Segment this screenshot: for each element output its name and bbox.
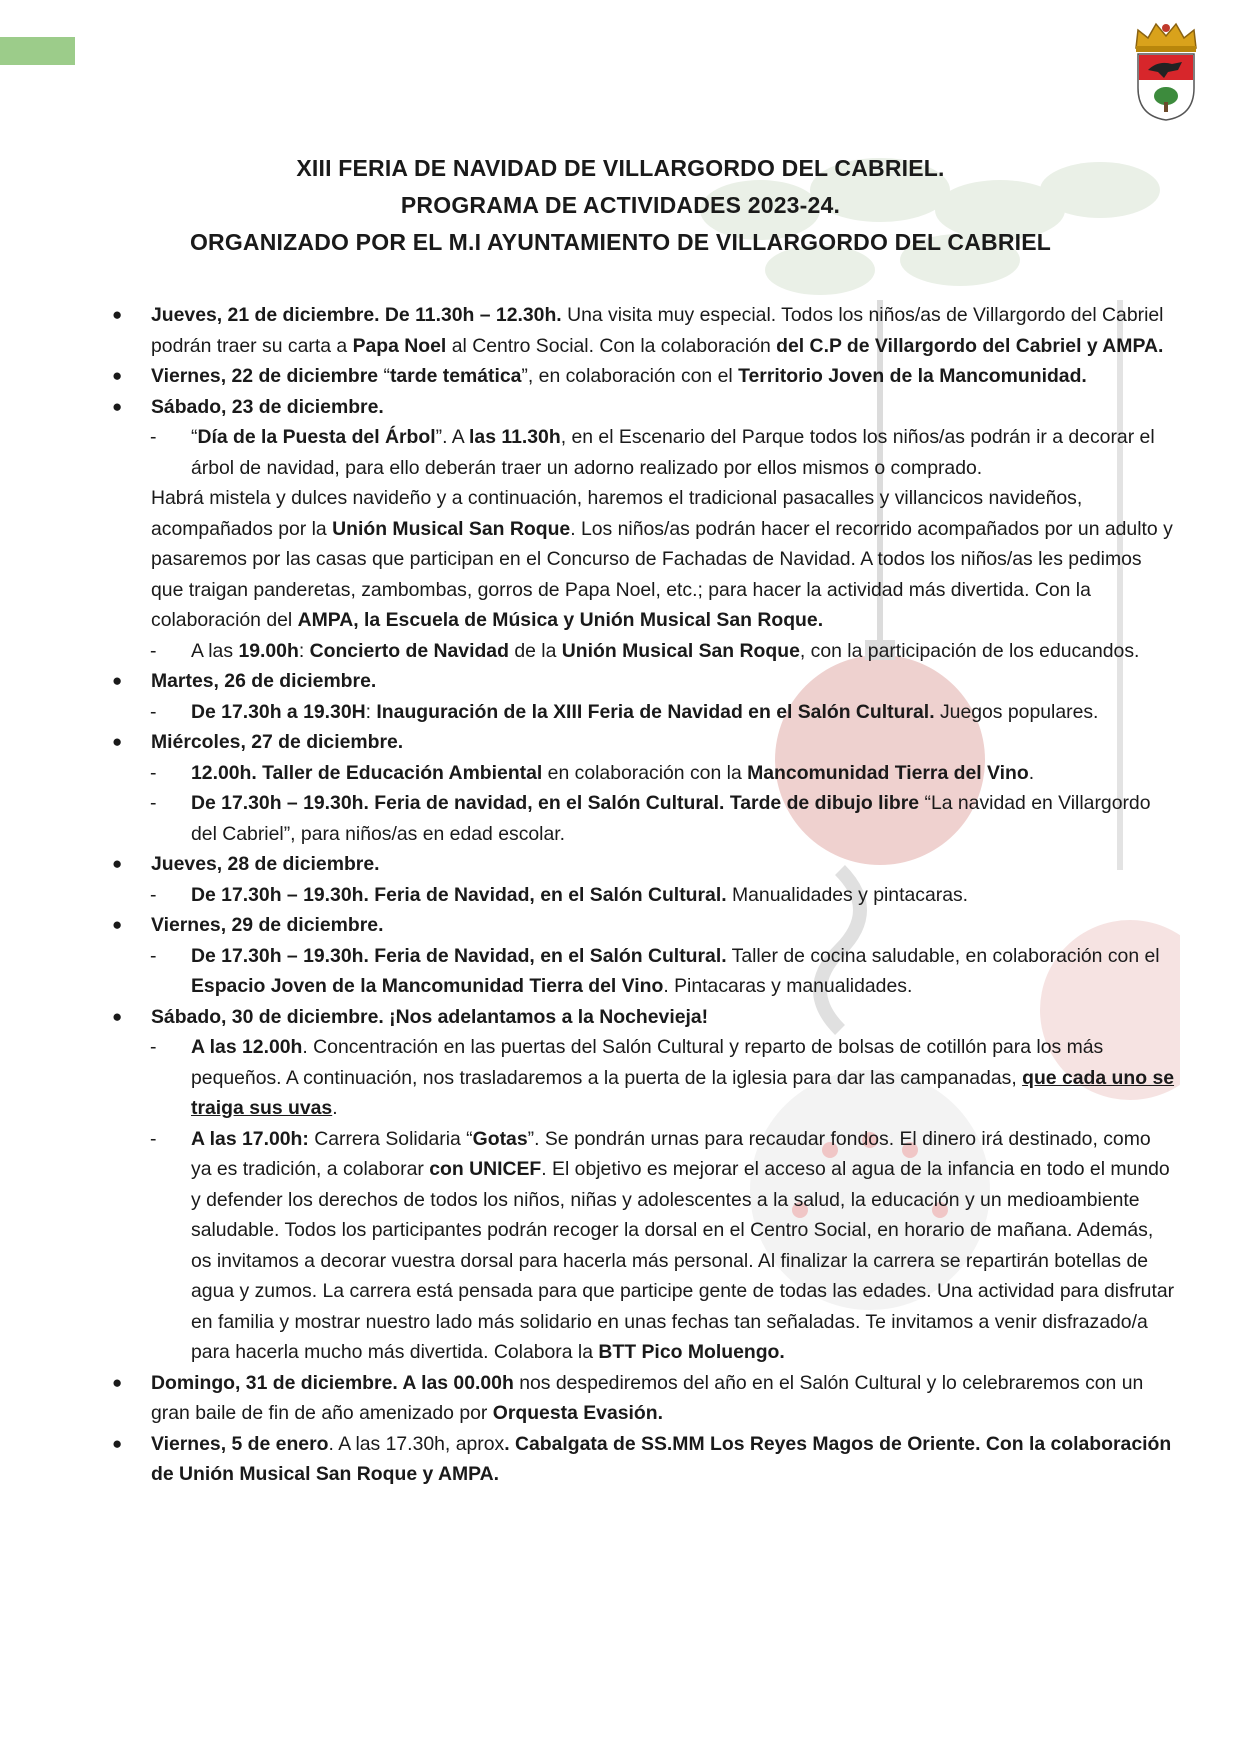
bullet: ● [112, 1433, 123, 1453]
sub-item-early-new-year: - A las 12.00h. Concentración en las puertas del Salón Cultural y reparto de bolsas de cotillón para los más pequeños. A continuación, nos trasladaremos a la puerta de la iglesia para dar las campanadas, que cada uno se traiga sus uvas. [108, 1032, 1176, 1124]
list-item-dec-23: ● Sábado, 23 de diciembre. [108, 392, 1176, 423]
title-line-3: ORGANIZADO POR EL M.I AYUNTAMIENTO DE VILLARGORDO DEL CABRIEL [189, 229, 1052, 255]
dash: - [150, 761, 157, 784]
dash: - [150, 944, 157, 967]
bullet: ● [112, 915, 123, 934]
dash: - [150, 1127, 157, 1150]
list-item-jan-5: ● Viernes, 5 de enero. A las 17.30h, aprox. Cabalgata de SS.MM Los Reyes Magos de Oriente. Con la colaboración de Unión Musical San Roque y AMPA. [108, 1429, 1176, 1490]
bullet: ● [112, 396, 123, 416]
list-item-dec-28: ● Jueves, 28 de diciembre. [108, 849, 1176, 880]
list-item-dec-26: ● Martes, 26 de diciembre. [108, 666, 1176, 697]
dash: - [150, 426, 157, 448]
sub-item-environment-workshop: - 12.00h. Taller de Educación Ambiental en colaboración con la Mancomunidad Tierra del Vino. [108, 758, 1176, 789]
title-line-1: XIII FERIA DE NAVIDAD DE VILLARGORDO DEL CABRIEL. [296, 155, 945, 181]
green-corner-tab [0, 37, 75, 65]
list-item-dec-21: ● Jueves, 21 de diciembre. De 11.30h – 12.30h. Una visita muy especial. Todos los niños/as de Villargordo del Cabriel podrán traer su carta a Papa Noel al Centro Social. Con la colaboración del C.P de Villargordo del Cabriel y AMPA. [108, 300, 1176, 361]
sub-item-fair-inauguration: - De 17.30h a 19.30H: Inauguración de la XIII Feria de Navidad en el Salón Cultural. Juegos populares. [108, 697, 1176, 728]
bullet: ● [112, 732, 123, 751]
sub-item-cooking-workshop: - De 17.30h – 19.30h. Feria de Navidad, en el Salón Cultural. Taller de cocina saludable, en colaboración con el Espacio Joven de la Mancomunidad Tierra del Vino. Pintacaras y manualidades. [108, 941, 1176, 1002]
sub-item-charity-race: - A las 17.00h: Carrera Solidaria “Gotas”. Se pondrán urnas para recaudar fondos. El dinero irá destinado, como ya es tradición, a colaborar con UNICEF. El objetivo es mejorar el acceso al agua de la infancia en todo el mundo y defender los derechos de todos los niños, niñas y adolescentes a la salud, la educación y un medioambiente saludable. Todos los participantes podrán recoger la dorsal en el Centro Social, en horario de mañana. Además, os invitamos a decorar vuestra dorsal para hacerla más personal. Al finalizar la carrera se repartirán botellas de agua y zumos. La carrera está pensada para que participe gente de todas las edades. Una actividad para disfrutar en familia y mostrar nuestro lado más solidario en unas fechas tan señaladas. Te invitamos a venir disfrazado/a para hacerla mucho más divertida. Colabora la BTT Pico Moluengo. [108, 1124, 1176, 1368]
bullet: ● [112, 854, 123, 873]
sub-item-crafts: - De 17.30h – 19.30h. Feria de Navidad, en el Salón Cultural. Manualidades y pintacaras. [108, 880, 1176, 911]
sub-item-christmas-concert: - A las 19.00h: Concierto de Navidad de la Unión Musical San Roque, con la participación de los educandos. [108, 636, 1176, 667]
bullet: ● [112, 1372, 123, 1392]
list-item-dec-29: ● Viernes, 29 de diciembre. [108, 910, 1176, 941]
title-line-2: PROGRAMA DE ACTIVIDADES 2023-24. [400, 192, 841, 218]
list-item-dec-22: ● Viernes, 22 de diciembre “tarde temática”, en colaboración con el Territorio Joven de la Mancomunidad. [108, 361, 1176, 392]
list-item-dec-30: ● Sábado, 30 de diciembre. ¡Nos adelantamos a la Nochevieja! [108, 1002, 1176, 1033]
dash: - [150, 639, 157, 662]
activity-list [108, 300, 1176, 1490]
document-title [0, 150, 1241, 261]
paragraph-parade: Habrá mistela y dulces navideño y a continuación, haremos el tradicional pasacalles y villancicos navideños, acompañados por la Unión Musical San Roque. Los niños/as podrán hacer el recorrido acompañados por un adulto y pasaremos por las casas que participan en el Concurso de Fachadas de Navidad. A todos los niños/as les pedimos que traigan panderetas, zambombas, gorros de Papa Noel, etc.; para hacer la actividad más divertida. Con la colaboración del AMPA, la Escuela de Música y Unión Musical San Roque. [151, 487, 1173, 631]
dash: - [150, 1036, 157, 1058]
sub-item-tree-lighting: - “Día de la Puesta del Árbol”. A las 11.30h, en el Escenario del Parque todos los niños/as podrán ir a decorar el árbol de navidad, para ello deberán traer un adorno realizado por ellos mismos o comprado. [108, 422, 1176, 483]
bullet: ● [112, 671, 123, 690]
list-item-dec-27: ● Miércoles, 27 de diciembre. [108, 727, 1176, 758]
bullet: ● [112, 305, 123, 324]
dash: - [150, 700, 157, 723]
bullet: ● [112, 366, 123, 385]
coat-of-arms-icon [1128, 18, 1204, 122]
dash: - [150, 792, 157, 814]
list-item-dec-31: ● Domingo, 31 de diciembre. A las 00.00h nos despediremos del año en el Salón Cultural y lo celebraremos con un gran baile de fin de año amenizado por Orquesta Evasión. [108, 1368, 1176, 1429]
sub-item-drawing-afternoon: - De 17.30h – 19.30h. Feria de navidad, en el Salón Cultural. Tarde de dibujo libre “La navidad en Villargordo del Cabriel”, para niños/as en edad escolar. [108, 788, 1176, 849]
bullet: ● [112, 1006, 123, 1026]
dash: - [150, 883, 157, 906]
